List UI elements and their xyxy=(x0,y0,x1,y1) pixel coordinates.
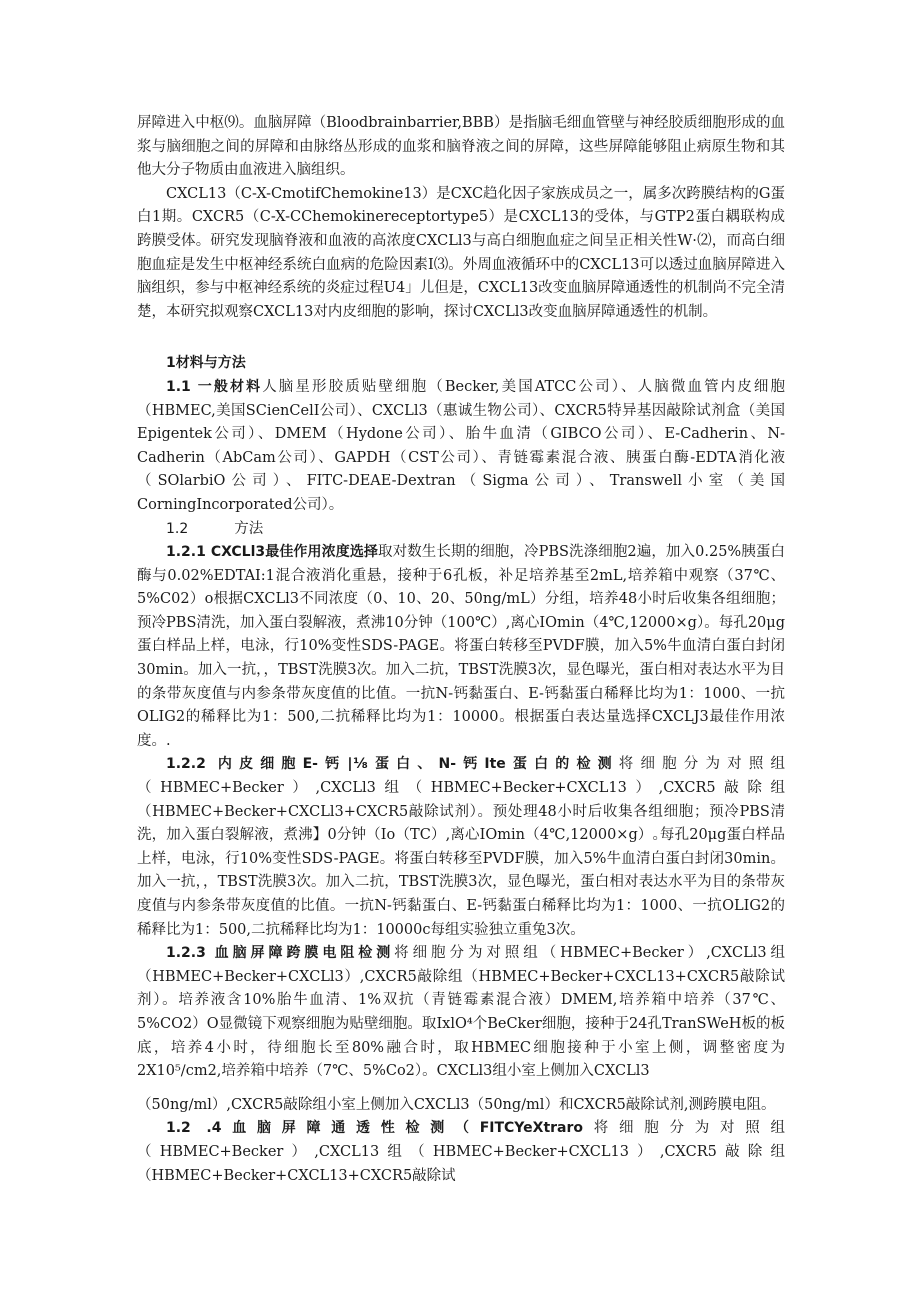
section-gap xyxy=(137,324,785,352)
section-1-2-title: 方法 xyxy=(234,520,264,537)
section-1-2-1 xyxy=(137,541,785,753)
section-1-2-1-title: 1.2.1 CXCLl3最佳作用浓度选择 xyxy=(166,544,379,561)
section-1-2-4 xyxy=(137,1117,785,1188)
paragraph-cxcl13: CXCL13（C-X-CmotifChemokine13）是CXC趋化因子家族成员之一，属多次跨膜结构的G蛋白1期。CXCR5（C-X-CChemokinereceptortype5）是CXCL13的受体，与GTP2蛋白耦联构成跨膜受体。研究发现脑脊液和血液的高浓度CXCLl3与高白细胞血症之间呈正相关性W·⑵，而高白细胞血症是发生中枢神经系统白血病的危险因素I⑶。外周血液循环中的CXCL13可以透过血脑屏障进入脑组织，参与中枢神经系统的炎症过程U4」儿但是，CXCL13改变血脑屏障通透性的机制尚不完全清楚，本研究拟观察CXCL13对内皮细胞的影响，探讨CXCLl3改变血脑屏障通透性的机制。 xyxy=(137,185,785,320)
section-1-1-title: 1.1 一般材料 xyxy=(166,378,263,395)
section-1-2-3-body: 将细胞分为对照组（HBMEC+Becker）,CXCLl3组（HBMEC+Becker+CXCLl3）,CXCR5敲除组（HBMEC+Becker+CXCL13+CXCR5敲除试剂）。培养液含10%胎牛血清、1%双抗（青链霉素混合液）DMEM,培养箱中培养（37℃、5%CO2）O显微镜下观察细胞为贴壁细胞。取IxlO⁴个BeCker细胞，接种于24孔TranSWeH板的板底，培养4小时，待细胞长至80%融合时，取HBMEC细胞接种于小室上侧，调整密度为2X10⁵∕cm2,培养箱中培养（7℃、5%Co2）。CXCLl3组小室上侧加入CXCLl3 xyxy=(137,945,786,1080)
section-1-2-2 xyxy=(137,753,785,942)
section-1-2-2-body: 将细胞分为对照组（HBMEC+Becker）,CXCLl3组（HBMEC+Becker+CXCL13）,CXCR5敲除组（HBMEC+Becker+CXCLl3+CXCR5敲除试剂）。预处理48小时后收集各组细胞；预冷PBS清洗，加入蛋白裂解液，煮沸】0分钟（Io（TC）,离心IOmin（4℃,12000×g）｡每孔20μg蛋白样品上样，电泳，行10%变性SDS-PAGE。将蛋白转移至PVDF膜，加入5%牛血清白蛋白封闭30min。加入一抗，，TBST洗膜3次。加入二抗，TBST洗膜3次，显色曝光，蛋白相对表达水平为目的条带灰度值与内参条带灰度值的比值。一抗N-钙黏蛋白、E-钙黏蛋白稀释比均为1：1000、一抗OLIG2的稀释比为1：500,二抗稀释比均为1：10000c每组实验独立重兔3次。 xyxy=(137,756,785,938)
section-1-2-1-body: 取对数生长期的细胞，冷PBS洗涤细胞2遍，加入0.25%胰蛋白酶与0.02%EDTAI:1混合液消化重悬，接种于6孔板，补足培养基至2mL,培养箱中观察（37℃、5%C02）o根据CXCLl3不同浓度（0、10、20、50ng/mL）分组，培养48小时后收集各组细胞；预冷PBS清洗，加入蛋白裂解液，煮沸10分钟（100℃）,离心IOmin（4℃,12000×g）。每孔20μg蛋白样品上样，电泳，行10%变性SDS-PAGE。将蛋白转移至PVDF膜，加入5%牛血清白蛋白封闭30min。加入一抗，，TBST洗膜3次。加入二抗，TBST洗膜3次，显色曝光，蛋白相对表达水平为目的条带灰度值与内参条带灰度值的比值。一抗N-钙黏蛋白、E-钙黏蛋白稀释比均为1：1000、一抗OLIG2的稀释比为1：500,二抗稀释比均为1：10000。根据蛋白表达量选择CXCLJ3最佳作用浓度。. xyxy=(137,544,785,749)
section-1-2-number: 1.2 xyxy=(166,520,189,537)
section-1-2-3 xyxy=(137,942,785,1084)
section-1-2-3-continued: （50ng∕ml）,CXCR5敲除组小室上侧加入CXCLl3（50ng∕ml）和CXCR5敲除试剂,测跨膜电阻。 xyxy=(137,1096,776,1113)
section-1-2-4-body: 将细胞分为对照组（HBMEC+Becker）,CXCL13组（HBMEC+Becker+CXCL13）,CXCR5敲除组（HBMEC+Becker+CXCL13+CXCR5敲除试 xyxy=(137,1120,785,1184)
section-1-2-4-title: 1.2 .4血脑屏障通透性检测（FITCYeXtraro xyxy=(166,1120,584,1137)
paragraph-gap xyxy=(137,1084,785,1094)
section-1-2-heading xyxy=(137,518,785,542)
document-page xyxy=(137,112,785,1188)
section-1-2-3-title: 1.2.3 血脑屏障跨膜电阻检测 xyxy=(166,945,395,962)
section-1-1 xyxy=(137,376,785,518)
paragraph-intro-continued: 屏障进入中枢⑼。血脑屏障（Bloodbrainbarrier,BBB）是指脑毛细血管壁与神经胶质细胞形成的血浆与脑细胞之间的屏障和由脉络丛形成的血浆和脑脊液之间的屏障，这些屏障能够阻止病原生物和其他大分子物质由血液进入脑组织。 xyxy=(137,115,785,179)
section-1-1-body: 人脑星形胶质贴壁细胞（Becker,美国ATCC公司）、人脑微血管内皮细胞（HBMEC,美国SCienCelI公司）、CXCLl3（惠诚生物公司）、CXCR5特异基因敲除试剂盒（美国Epigentek公司）、DMEM（Hydone公司）、胎牛血清（GIBCO公司）、E-Cadherin、N-Cadherin（AbCam公司）、GAPDH（CST公司）、青链霉素混合液、胰蛋白酶-EDTA消化液（SOlarbiO公司）、FITC-DEAE-Dextran（Sigma公司）、Transwell小室（美国CorningIncorporated公司）。 xyxy=(137,378,785,513)
heading-materials-methods: 1材料与方法 xyxy=(166,355,246,372)
section-1-2-2-title: 1.2.2 内皮细胞E-钙∣⅛蛋白、N-钙Ite蛋白的检测 xyxy=(166,756,619,773)
